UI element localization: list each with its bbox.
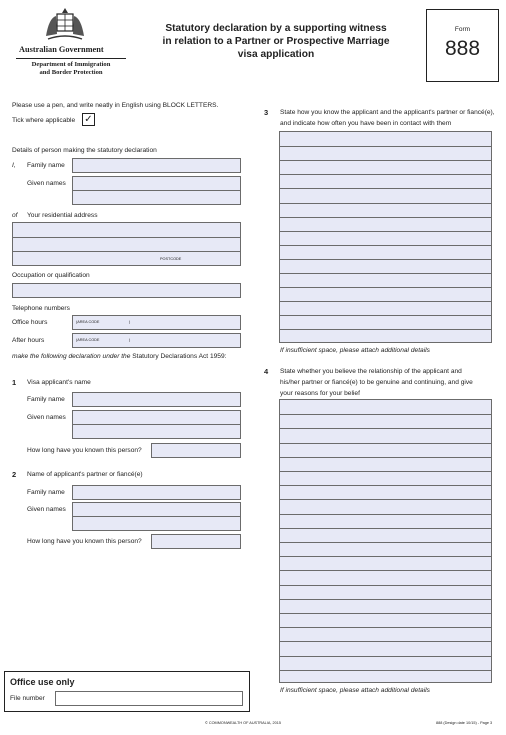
address-label: Your residential address: [27, 212, 98, 219]
ruled-line: [280, 287, 491, 288]
ruled-line: [280, 146, 491, 147]
ruled-line: [280, 231, 491, 232]
declarant-family-name-field[interactable]: [72, 158, 241, 173]
field-divider: [13, 251, 240, 252]
q1-label: Visa applicant's name: [27, 379, 91, 386]
ruled-line: [280, 471, 491, 472]
q4-text-line-2: his/her partner or fiancé(e) to be genuine and continuing, and give: [280, 379, 473, 386]
ruled-line: [280, 245, 491, 246]
ruled-line: [280, 188, 491, 189]
q4-text-line-1: State whether you believe the relationship of the applicant and: [280, 368, 462, 375]
ruled-line: [280, 217, 491, 218]
q2-how-long-label: How long have you known this person?: [27, 538, 142, 545]
ruled-line: [280, 641, 491, 642]
ruled-line: [280, 627, 491, 628]
office-hours-phone-field[interactable]: [72, 315, 241, 330]
i-label: I,: [12, 162, 16, 169]
ruled-line: [280, 542, 491, 543]
ruled-line: [280, 613, 491, 614]
q3-text-line-2: and indicate how often you have been in contact with them: [280, 120, 452, 127]
ruled-line: [280, 273, 491, 274]
file-number-field[interactable]: [55, 691, 243, 706]
q4-text-line-3: your reasons for your belief: [280, 390, 360, 397]
field-divider: [13, 237, 240, 238]
form-number-box: [426, 9, 499, 82]
ruled-line: [280, 174, 491, 175]
ruled-line: [280, 315, 491, 316]
copyright-text: © COMMONWEALTH OF AUSTRALIA, 2015: [205, 721, 281, 725]
form-title-line-1: Statutory declaration by a supporting witness: [165, 23, 387, 34]
q2-number: 2: [12, 470, 17, 479]
ruled-line: [280, 528, 491, 529]
ruled-line: [280, 670, 491, 671]
occupation-field[interactable]: [12, 283, 241, 298]
declarant-given-names-field[interactable]: [72, 176, 241, 205]
area-code-close: ): [129, 338, 131, 342]
department-line-2: and Border Protection: [39, 69, 103, 76]
ruled-line: [280, 599, 491, 600]
q1-how-long-label: How long have you known this person?: [27, 447, 142, 454]
address-field[interactable]: [12, 222, 241, 266]
q2-given-names-field[interactable]: [72, 502, 241, 531]
declarant-given-names-label: Given names: [27, 180, 66, 187]
field-divider: [73, 190, 240, 191]
tick-example-checkbox: [82, 113, 95, 126]
q2-label: Name of applicant's partner or fiancé(e): [27, 471, 143, 478]
ruled-line: [280, 203, 491, 204]
header-divider: [16, 58, 126, 59]
q4-answer-field[interactable]: [279, 399, 492, 683]
field-divider: [73, 424, 240, 425]
declarant-heading: Details of person making the statutory declaration: [12, 147, 157, 154]
instruction-text: Please use a pen, and write neatly in English using BLOCK LETTERS.: [12, 102, 219, 109]
q3-answer-field[interactable]: [279, 131, 492, 343]
office-hours-label: Office hours: [12, 319, 48, 326]
q4-note: If insufficient space, please attach additional details: [280, 687, 430, 694]
file-number-label: File number: [10, 695, 45, 702]
ruled-line: [280, 414, 491, 415]
field-divider: [73, 516, 240, 517]
q4-number: 4: [264, 367, 269, 376]
area-code-label: (AREA CODE: [76, 338, 100, 342]
q2-how-long-field[interactable]: [151, 534, 241, 549]
ruled-line: [280, 259, 491, 260]
office-use-title: Office use only: [10, 677, 75, 687]
tick-label: Tick where applicable: [12, 117, 76, 124]
q3-text-line-1: State how you know the applicant and the applicant's partner or fiancé(e),: [280, 109, 495, 116]
q1-family-name-field[interactable]: [72, 392, 241, 407]
q1-number: 1: [12, 378, 17, 387]
of-label: of: [12, 212, 18, 219]
q1-family-name-label: Family name: [27, 396, 65, 403]
telephone-label: Telephone numbers: [12, 305, 70, 312]
ruled-line: [280, 585, 491, 586]
q2-family-name-field[interactable]: [72, 485, 241, 500]
postcode-label: POSTCODE: [160, 257, 182, 261]
after-hours-label: After hours: [12, 337, 45, 344]
department-line-1: Department of Immigration: [31, 61, 111, 68]
ruled-line: [280, 485, 491, 486]
tick-mark-icon: ✓: [84, 114, 93, 125]
q2-given-names-label: Given names: [27, 506, 66, 513]
ruled-line: [280, 514, 491, 515]
office-use-box: [4, 671, 250, 712]
q1-given-names-label: Given names: [27, 414, 66, 421]
coat-of-arms-icon: [42, 6, 88, 44]
ruled-line: [280, 556, 491, 557]
after-hours-phone-field[interactable]: [72, 333, 241, 348]
ruled-line: [280, 499, 491, 500]
ruled-line: [280, 570, 491, 571]
q3-number: 3: [264, 108, 269, 117]
form-title-line-2: in relation to a Partner or Prospective Marriage: [162, 36, 390, 47]
occupation-label: Occupation or qualification: [12, 272, 90, 279]
ruled-line: [280, 656, 491, 657]
form-title-line-3: visa application: [237, 49, 315, 60]
government-name: Australian Government: [19, 45, 104, 54]
ruled-line: [280, 457, 491, 458]
q1-given-names-field[interactable]: [72, 410, 241, 439]
q3-note: If insufficient space, please attach additional details: [280, 347, 430, 354]
area-code-label: (AREA CODE: [76, 320, 100, 324]
ruled-line: [280, 329, 491, 330]
declaration-act: Statutory Declarations Act 1959:: [132, 353, 227, 360]
page-info-text: 888 (Design date 10/15) - Page 3: [436, 721, 493, 725]
form-label: Form: [454, 26, 471, 33]
ruled-line: [280, 301, 491, 302]
area-code-close: ): [129, 320, 131, 324]
ruled-line: [280, 160, 491, 161]
declaration-prefix: make the following declaration under the: [12, 353, 131, 360]
declaration-statement: [12, 353, 226, 360]
form-number: 888: [444, 37, 481, 60]
declarant-family-name-label: Family name: [27, 162, 65, 169]
ruled-line: [280, 443, 491, 444]
q1-how-long-field[interactable]: [151, 443, 241, 458]
q2-family-name-label: Family name: [27, 489, 65, 496]
ruled-line: [280, 428, 491, 429]
